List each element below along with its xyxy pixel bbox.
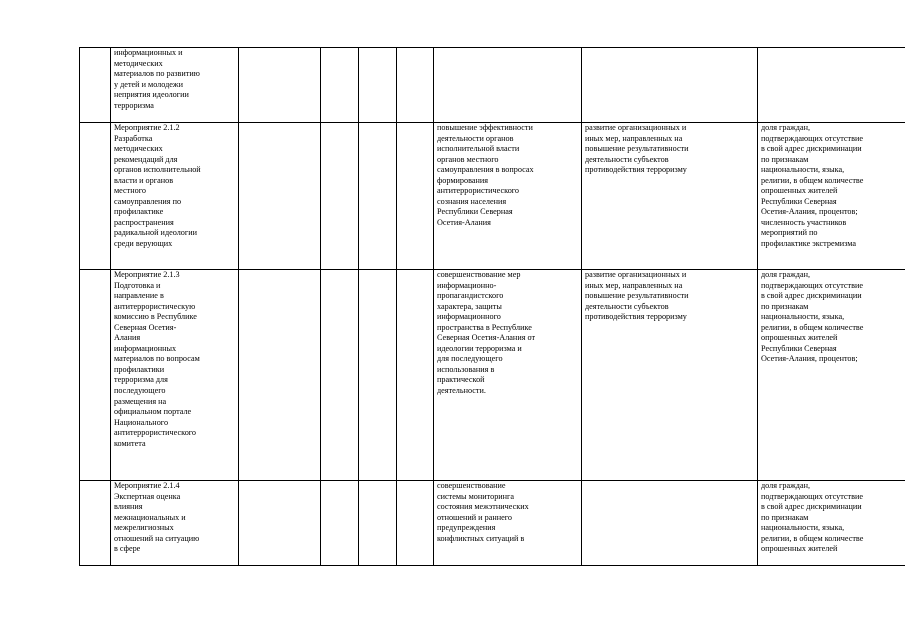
measure2-cell — [582, 481, 758, 566]
start-year-cell — [321, 270, 359, 481]
measure-cell — [111, 123, 239, 270]
indicator-text: доля граждан, подтверждающих отсутствие в свой адрес дискриминации по признакам национальности, языка, религии, в общем количестве опрошенных жителей Республики Северная Осетия-Алания, процентов; — [761, 270, 864, 364]
task-cell — [434, 270, 582, 481]
indicator-cell — [758, 48, 905, 123]
executor-cell — [239, 48, 321, 123]
funding-cell — [397, 270, 434, 481]
funding-cell — [397, 123, 434, 270]
task-cell — [434, 123, 582, 270]
task-text: совершенствование системы мониторинга состояния межэтнических отношений и раннего предупреждения конфликтных ситуаций в — [437, 481, 529, 543]
executor-cell — [239, 270, 321, 481]
number-cell — [80, 270, 111, 481]
table-row — [80, 481, 905, 566]
number-cell — [80, 48, 111, 123]
start-year-cell — [321, 48, 359, 123]
measure-cell — [111, 48, 239, 123]
end-year-cell — [359, 123, 397, 270]
measure2-text: развитие организационных и иных мер, направленных на повышение результативности деятельности субъектов противодействия терроризму — [585, 123, 689, 175]
measure-text: Мероприятие 2.1.2 Разработка методических рекомендаций для органов исполнительной власти и органов местного самоуправления по профилактике распространения радикальной идеологии среди верующих — [114, 123, 201, 249]
executor-cell — [239, 123, 321, 270]
start-year-cell — [321, 123, 359, 270]
number-cell — [80, 123, 111, 270]
indicator-text: доля граждан, подтверждающих отсутствие в свой адрес дискриминации по признакам национальности, языка, религии, в общем количестве опрошенных жителей Республики Северная Осетия-Алания, процентов; численность участников мероприятий по профилактике экстремизма — [761, 123, 864, 249]
indicator-cell — [758, 123, 905, 270]
measure-text: информационных и методических материалов по развитию у детей и молодежи неприятия идеологии терроризма — [114, 48, 200, 110]
table-row — [80, 48, 905, 123]
start-year-cell — [321, 481, 359, 566]
task-cell — [434, 481, 582, 566]
program-table — [79, 47, 905, 566]
number-cell — [80, 481, 111, 566]
measure-cell — [111, 270, 239, 481]
end-year-cell — [359, 481, 397, 566]
indicator-text: доля граждан, подтверждающих отсутствие в свой адрес дискриминации по признакам национальности, языка, религии, в общем количестве опрошенных жителей — [761, 481, 864, 554]
indicator-cell — [758, 481, 905, 566]
funding-cell — [397, 48, 434, 123]
measure2-cell — [582, 123, 758, 270]
funding-cell — [397, 481, 434, 566]
end-year-cell — [359, 48, 397, 123]
measure2-cell — [582, 48, 758, 123]
table-row — [80, 123, 905, 270]
measure-cell — [111, 481, 239, 566]
end-year-cell — [359, 270, 397, 481]
measure2-text: развитие организационных и иных мер, направленных на повышение результативности деятельности субъектов противодействия терроризму — [585, 270, 689, 322]
measure-text: Мероприятие 2.1.4 Экспертная оценка влияния межнациональных и межрелигиозных отношений на ситуацию в сфере — [114, 481, 200, 554]
measure2-cell — [582, 270, 758, 481]
indicator-cell — [758, 270, 905, 481]
measure-text: Мероприятие 2.1.3 Подготовка и направление в антитеррористическую комиссию в Республике Северная Осетия- Алания информационных материалов по вопросам профилактики терроризма для последующего размещения на официальном портале Национального антитеррористического комитета — [114, 270, 200, 448]
executor-cell — [239, 481, 321, 566]
task-cell — [434, 48, 582, 123]
task-text: повышение эффективности деятельности органов исполнительной власти органов местного самоуправления в вопросах формирования антитеррористического сознания населения Республики Северная Осетия-Алания — [437, 123, 534, 227]
task-text: совершенствование мер информационно- пропагандистского характера, защиты информационного пространства в Республике Северная Осетия-Алания от идеологии терроризма и для последующего использования в практической деятельности. — [437, 270, 536, 396]
table-row — [80, 270, 905, 481]
